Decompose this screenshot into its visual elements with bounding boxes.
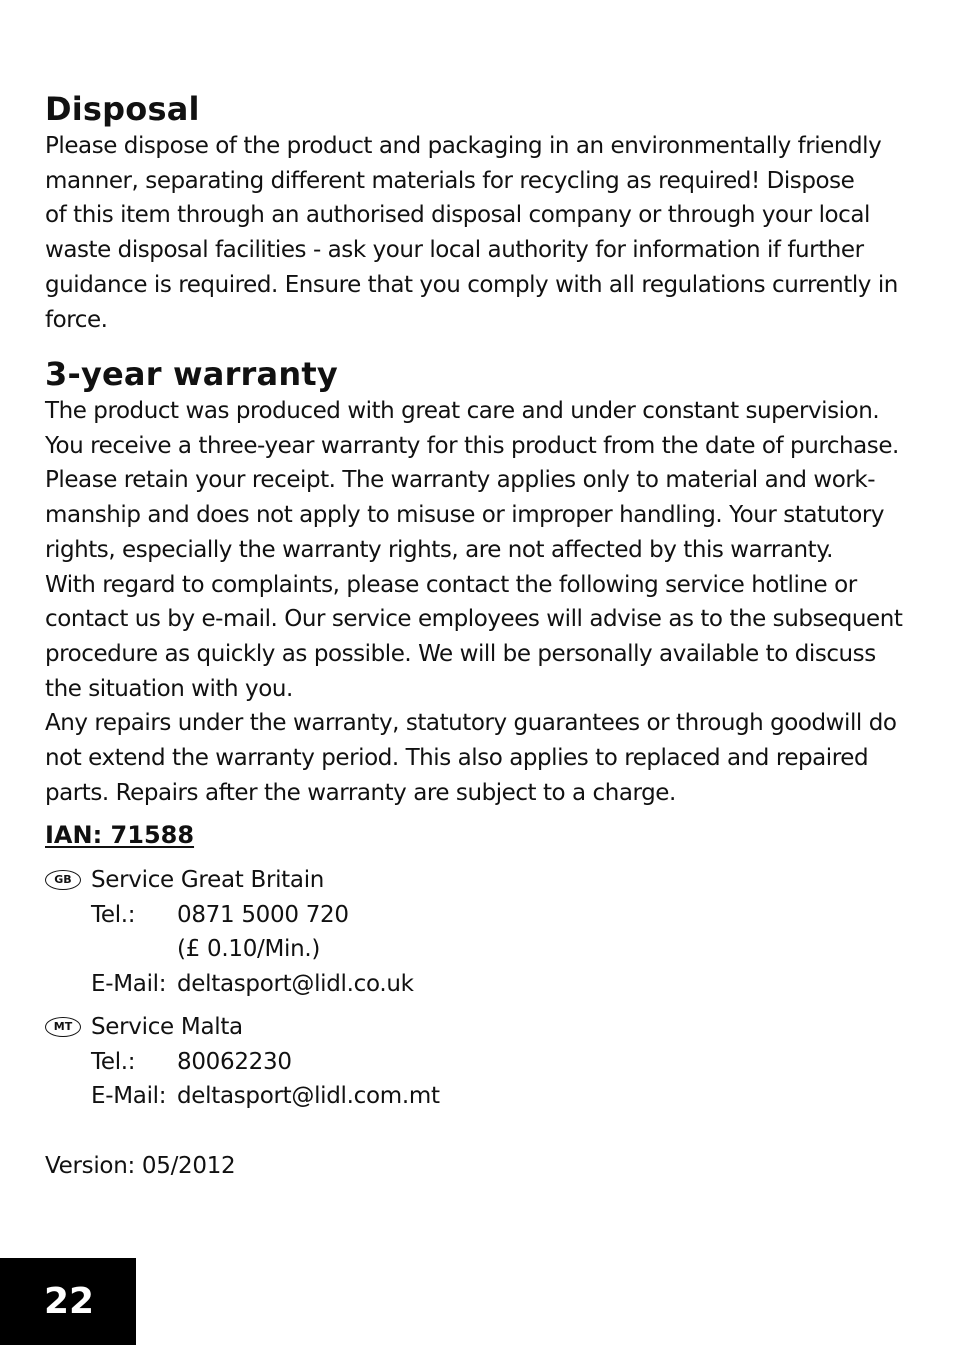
tel-label: Tel.:	[91, 901, 136, 928]
warranty-line: Please retain your receipt. The warranty applies only to material and work-	[45, 467, 876, 494]
email-address: deltasport@lidl.com.mt	[177, 1083, 440, 1110]
disposal-line: manner, separating different materials for recycling as required! Dispose	[45, 167, 855, 194]
tel-number: 80062230	[177, 1048, 292, 1075]
email-label: E-Mail:	[91, 971, 167, 998]
page-number: 22	[44, 1281, 95, 1322]
disposal-line: force.	[45, 306, 108, 333]
disposal-heading: Disposal	[45, 90, 200, 128]
warranty-heading: 3-year warranty	[45, 355, 338, 393]
disposal-line: of this item through an authorised disposal company or through your local	[45, 202, 870, 229]
warranty-line: Any repairs under the warranty, statutory guarantees or through goodwill do	[45, 710, 897, 737]
mt-country-badge-icon: MT	[45, 1017, 81, 1037]
version-text: Version: 05/2012	[45, 1153, 236, 1179]
gb-country-badge-icon: GB	[45, 870, 81, 890]
service-name: Service Malta	[91, 1014, 243, 1040]
warranty-line: parts. Repairs after the warranty are subject to a charge.	[45, 779, 676, 806]
email-address: deltasport@lidl.co.uk	[177, 971, 414, 998]
warranty-line: You receive a three-year warranty for this product from the date of purchase.	[45, 432, 899, 459]
service-name: Service Great Britain	[91, 867, 325, 893]
warranty-line: rights, especially the warranty rights, are not affected by this warranty.	[45, 536, 833, 563]
warranty-line: contact us by e-mail. Our service employees will advise as to the subsequent	[45, 606, 903, 633]
tel-rate-note: (£ 0.10/Min.)	[177, 936, 321, 963]
warranty-paragraph	[45, 394, 902, 810]
page-number-block	[0, 1258, 136, 1345]
warranty-line: procedure as quickly as possible. We will be personally available to discuss	[45, 640, 876, 667]
disposal-line: Please dispose of the product and packaging in an environmentally friendly	[45, 133, 882, 159]
email-label: E-Mail:	[91, 1083, 167, 1110]
disposal-line: guidance is required. Ensure that you comply with all regulations currently in	[45, 271, 898, 298]
disposal-line: waste disposal facilities - ask your local authority for information if further	[45, 237, 864, 264]
warranty-line: With regard to complaints, please contact the following service hotline or	[45, 571, 857, 598]
ian-number: IAN: 71588	[45, 821, 195, 849]
warranty-line: manship and does not apply to misuse or improper handling. Your statutory	[45, 502, 885, 529]
warranty-line: The product was produced with great care and under constant supervision.	[45, 398, 880, 424]
warranty-line: not extend the warranty period. This also applies to replaced and repaired	[45, 745, 869, 772]
tel-label: Tel.:	[91, 1048, 136, 1075]
warranty-line: the situation with you.	[45, 675, 293, 702]
disposal-paragraph	[45, 129, 898, 337]
tel-number: 0871 5000 720	[177, 901, 349, 928]
